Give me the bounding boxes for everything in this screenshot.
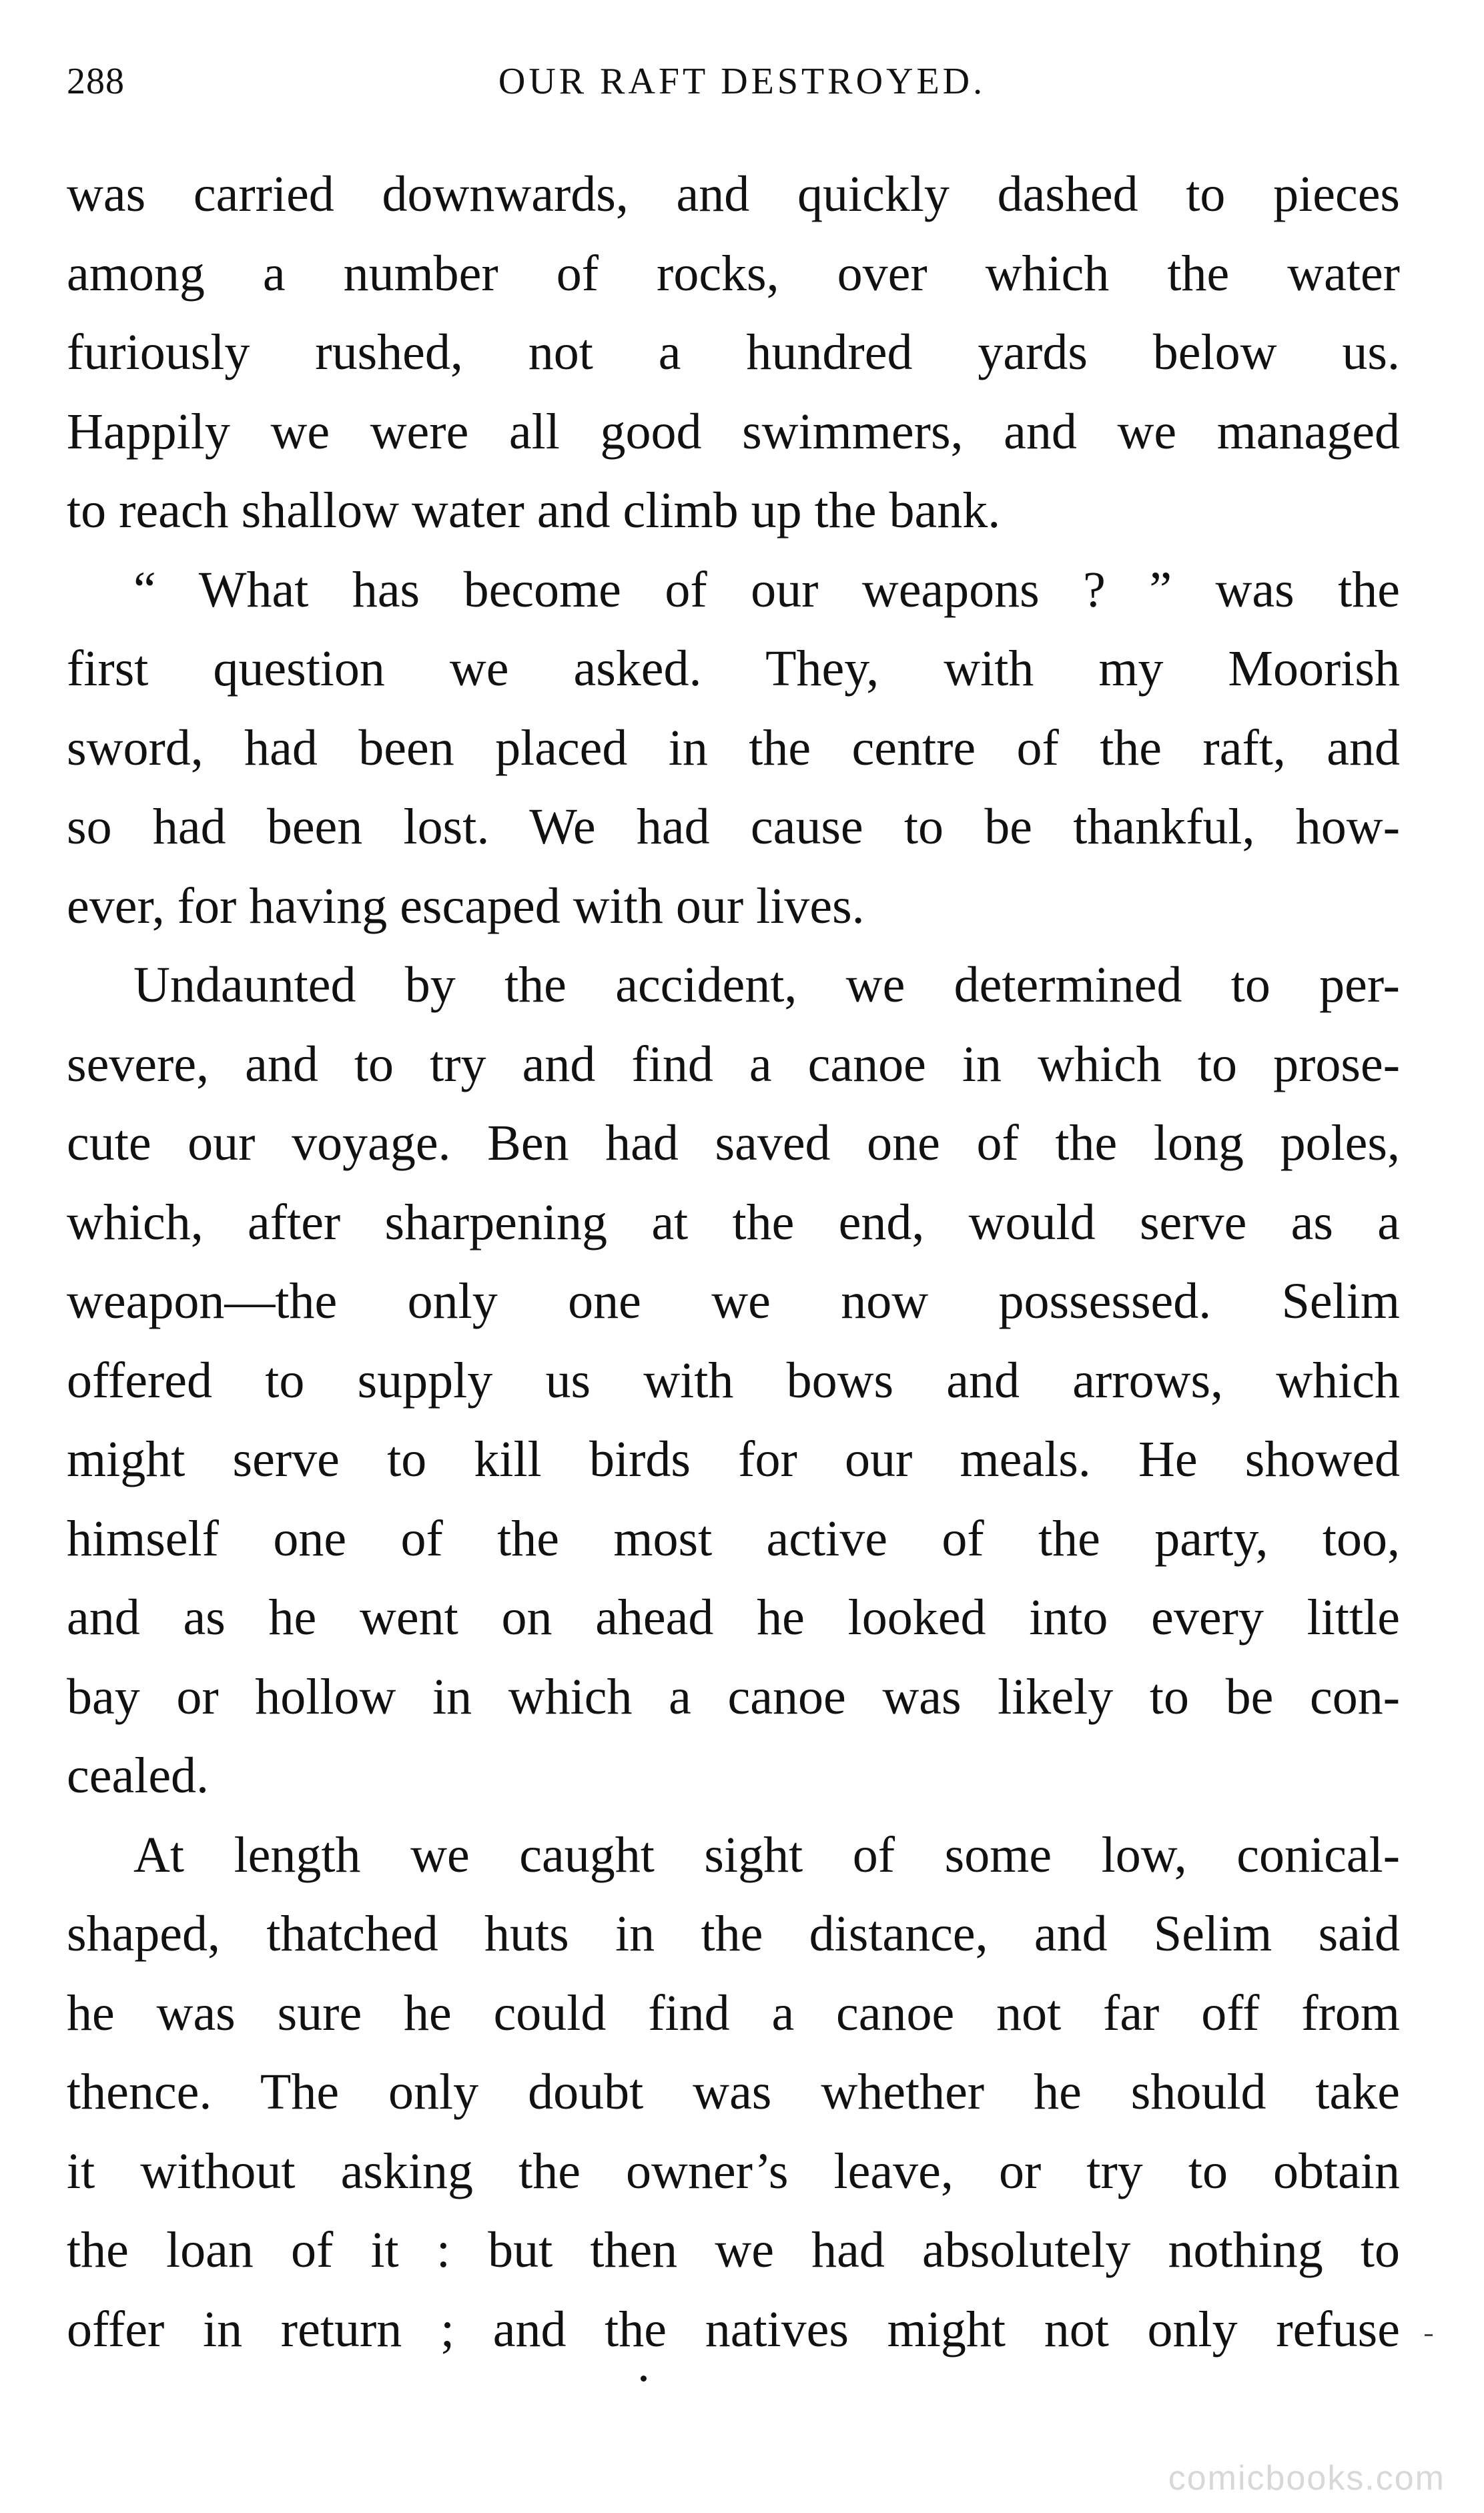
- text-line: Undaunted by the accident, we determined to per-: [133, 957, 1400, 1013]
- text-line: offered to supply us with bows and arrows, which: [67, 1352, 1400, 1409]
- text-line: which, after sharpening at the end, would serve as a: [67, 1194, 1400, 1250]
- text-line: and as he went on ahead he looked into every little: [67, 1589, 1400, 1646]
- text-line: ever, for having escaped with our lives.: [67, 877, 865, 934]
- text-line: among a number of rocks, over which the water: [67, 245, 1400, 302]
- text-line: offer in return ; and the natives might not only refuse: [67, 2301, 1400, 2358]
- text-line: furiously rushed, not a hundred yards below us.: [67, 324, 1400, 380]
- text-line: At length we caught sight of some low, conical-: [133, 1826, 1400, 1883]
- text-line: thence. The only doubt was whether he should take: [67, 2064, 1400, 2120]
- text-line: so had been lost. We had cause to be thankful, how-: [67, 799, 1400, 855]
- margin-mark: [1425, 2334, 1433, 2336]
- text-line: Happily we were all good swimmers, and we managed: [67, 403, 1400, 460]
- text-line: himself one of the most active of the party, too,: [67, 1510, 1400, 1567]
- running-title: OUR RAFT DESTROYED.: [498, 61, 986, 102]
- text-line: cealed.: [67, 1748, 210, 1804]
- text-line: sword, had been placed in the centre of the raft, and: [67, 719, 1400, 776]
- text-line: it without asking the owner’s leave, or try to obtain: [67, 2143, 1400, 2199]
- text-line: the loan of it : but then we had absolutely nothing to: [67, 2222, 1400, 2278]
- text-line: might serve to kill birds for our meals. He showed: [67, 1431, 1400, 1487]
- text-line: cute our voyage. Ben had saved one of the long poles,: [67, 1115, 1400, 1171]
- text-line: shaped, thatched huts in the distance, and Selim said: [67, 1906, 1400, 1962]
- text-line: severe, and to try and find a canoe in which to prose-: [67, 1036, 1400, 1092]
- text-line: he was sure he could find a canoe not far off from: [67, 1985, 1400, 2041]
- text-line: weapon—the only one we now possessed. Selim: [67, 1273, 1400, 1329]
- footer-dot: [641, 2376, 647, 2382]
- text-line: first question we asked. They, with my Moorish: [67, 641, 1400, 697]
- text-line: “ What has become of our weapons ? ” was the: [133, 561, 1400, 618]
- page-header: [67, 60, 1417, 120]
- text-line: to reach shallow water and climb up the bank.: [67, 482, 1001, 538]
- page-number: 288: [67, 61, 125, 102]
- text-line: bay or hollow in which a canoe was likely to be con-: [67, 1668, 1400, 1725]
- body-text: [67, 155, 1400, 2369]
- text-line: was carried downwards, and quickly dashed to pieces: [67, 166, 1400, 222]
- watermark: comicbooks.com: [1168, 2459, 1445, 2498]
